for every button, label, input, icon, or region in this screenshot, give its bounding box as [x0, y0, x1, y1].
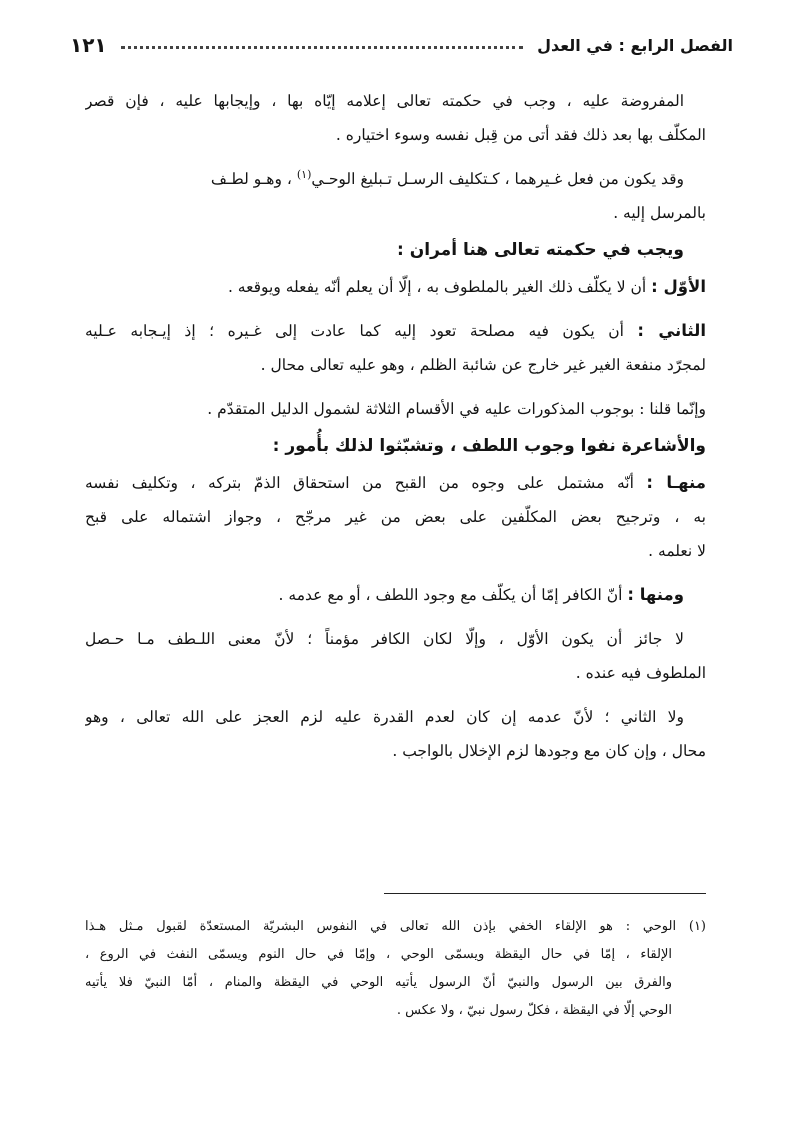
running-header: [70, 32, 733, 58]
paragraph-second-case: [85, 700, 706, 768]
footnote-line: والفرق بين الرسول والنبيّ أنّ الرسول يأتيه الوحي في اليقظة والمنام ، أمّا النبيّ فلا يأتيه: [85, 975, 672, 990]
footnote-reference: (١): [296, 167, 312, 181]
text-span: ، وهـو لطـف: [210, 170, 292, 188]
text-span: أنّ الكافر إمّا أن يكلّف مع وجود اللطف ، أو مع عدمه .: [278, 586, 628, 604]
text-line: لا نعلمه .: [648, 542, 706, 560]
section-heading: والأشاعرة نفوا وجوب اللطف ، وتشبّثوا لذلك بأُمور :: [272, 436, 706, 456]
text-line: [85, 466, 706, 500]
section-heading: ويجب في حكمته تعالى هنا أمران :: [397, 240, 684, 260]
text-line: [85, 314, 706, 348]
dotted-leader: [121, 46, 523, 49]
text-line: بالمرسل إليه .: [613, 204, 706, 222]
lead-word: منهـا :: [646, 473, 706, 492]
paragraph-text: وإنّما قلنا : بوجوب المذكورات عليه في الأقسام الثلاثة لشمول الدليل المتقدّم .: [207, 400, 706, 418]
footnote-divider: [384, 893, 706, 894]
chapter-title: الفصل الرابع : في العدل: [537, 35, 733, 55]
paragraph-1: [85, 84, 706, 152]
footnote-line: الإلقاء ، إمّا في حال اليقظة ويسمّى الوحي ، وإمّا في حال النوم ويسمّى النفث في الروع ،: [85, 947, 672, 962]
body-text: [85, 84, 706, 768]
text-line: به ، وترجيح بعض المكلّفين على بعض من غير مرجّح ، وجواز اشتماله على قبح: [85, 508, 706, 526]
lead-word: ومنها :: [627, 585, 684, 604]
paragraph-minha: [85, 466, 706, 568]
text-line: لمجرّد منفعة الغير غير خارج عن شائبة الظلم ، وهو عليه تعالى محال .: [260, 356, 706, 374]
lead-word: الأوّل :: [651, 277, 706, 296]
text-line: ولا الثاني ؛ لأنّ عدمه إن كان لعدم القدرة عليه لزم العجز على الله تعالى ، وهو: [85, 708, 684, 726]
paragraph-2: [85, 162, 706, 230]
paragraph-first: [85, 270, 706, 304]
paragraph-second: [85, 314, 706, 382]
footnote-line: الوحي إلّا في اليقظة ، فكلّ رسول نبيّ ، ولا عكس .: [396, 1003, 672, 1018]
text-line: الملطوف فيه عنده .: [575, 664, 706, 682]
text-span: أن يكون فيه مصلحة تعود إليه كما عادت إلى غـيره ؛ إذ إيـجابه عـليه: [85, 322, 638, 340]
paragraph-first-case: [85, 622, 706, 690]
text-span: أنّه مشتمل على وجوه من القبح من استحقاق الذمّ بتركه ، وتكليف نفسه: [85, 474, 647, 492]
page-number: ١٢١: [70, 33, 107, 57]
paragraph-wa-minha: [85, 578, 706, 612]
text-line: [85, 162, 706, 196]
footnote-line: (١) الوحي : هو الإلقاء الخفي بإذن الله تعالى في النفوس البشريّة المستعدّة لقبول مـثل هـذا: [85, 919, 706, 934]
text-span: وقد يكون من فعل غـيرهما ، كـتكليف الرسـل تـبليغ الوحـي: [311, 170, 684, 188]
text-line: محال ، وإن كان مع وجودها لزم الإخلال بالواجب .: [392, 742, 706, 760]
text-span: أن لا يكلّف ذلك الغير بالملطوف به ، إلّا أن يعلم أنّه يفعله ويوقعه .: [227, 278, 652, 296]
text-line: لا جائز أن يكون الأوّل ، وإلّا لكان الكافر مؤمناً ؛ لأنّ معنى اللـطف مـا حـصل: [85, 630, 684, 648]
text-line: المفروضة عليه ، وجب في حكمته تعالى إعلامه إيّاه بها ، وإيجابها عليه ، فإن قصر: [85, 92, 684, 110]
lead-word: الثاني :: [637, 321, 706, 340]
footnote: [85, 913, 706, 1025]
text-line: المكلّف بها بعد ذلك فقد أتى من قِبل نفسه وسوء اختياره .: [335, 126, 706, 144]
